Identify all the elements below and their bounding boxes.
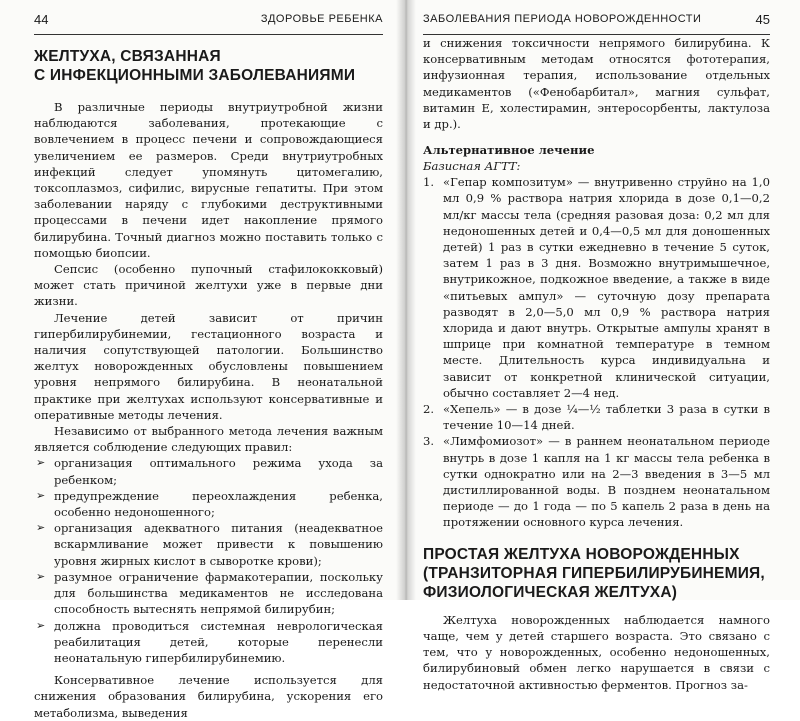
page-number: 44 xyxy=(34,11,49,27)
numbered-list xyxy=(423,174,770,530)
paragraph: Сепсис (особенно пупочный стафилококковый) может стать причиной желтухи уже в первые дни жизни. xyxy=(34,262,383,309)
heading-line: С ИНФЕКЦИОННЫМИ ЗАБОЛЕВАНИЯМИ xyxy=(34,67,356,84)
paragraph: Желтуха новорожденных наблюдается намного чаще, чем у детей старшего возраста. Это связано с тем, что у новорожденных, особенно недоношенных, билирубиновый обмен легко нарушается в связи с недостаточной активностью ферментов. Прогноз за- xyxy=(423,612,770,692)
paragraph: Лечение детей зависит от причин гипербилирубинемии, гестационного возраста и наличия сопутствующей патологии. Большинство желтух новорожденных обусловлены повышением уровня непрямого билирубина. В неонатальной практике при желтухах используют консервативные и оперативные методы лечения. xyxy=(34,310,383,422)
rules-list xyxy=(34,455,383,666)
list-item: ➢ организация адекватного питания (неадекватное вскармливание может привести к повышению уровня жирных кислот в сыворотке крови); xyxy=(34,520,383,569)
section-heading xyxy=(423,545,770,602)
section-heading xyxy=(34,47,383,85)
heading-line: (ТРАНЗИТОРНАЯ ГИПЕРБИЛИРУБИНЕМИЯ, xyxy=(423,564,765,582)
item-text: «Гепар композитум» — внутривенно струйно на 1,0 мл 0,9 % раствора натрия хлорида в дозе 0,1—0,2 мл/кг массы тела (средняя разовая доза: 0,2 мл для недоношенных детей и 0,4—0,5 мл для доношенных детей) 1 раз в сутки ежедневно в течение 5 суток, затем 1 раз в 3 дня. Возможно внутримышечное, внутрикожное, подкожное введение, а также в виде «питьевых ампул» — суточную дозу препарата разводят в 2,0—5,0 мл 0,9 % раствора натрия хлорида и дают внутрь. Открытые ампулы хранят в шприце при комнатной температуре в темном месте. Длительность курса индивидуальна и зависит от конкретной клинической ситуации, обычно составляет 2—4 нед. xyxy=(443,175,770,400)
item-number: 2. xyxy=(423,402,435,417)
item-text: «Хепель» — в дозе ¼—½ таблетки 3 раза в сутки в течение 10—14 дней. xyxy=(443,402,770,433)
list-item xyxy=(423,433,770,530)
list-item xyxy=(423,174,770,401)
list-item: ➢ организация оптимального режима ухода за ребенком; xyxy=(34,455,383,487)
running-head-right xyxy=(423,4,770,35)
page-number: 45 xyxy=(755,11,770,27)
item-number: 1. xyxy=(423,175,435,190)
paragraph: Консервативное лечение используется для снижения образования билирубина, ускорения его метаболизма, выведения xyxy=(34,673,383,720)
running-head-left xyxy=(34,4,383,35)
heading-line: ПРОСТАЯ ЖЕЛТУХА НОВОРОЖДЕННЫХ xyxy=(423,545,740,563)
running-title: ЗДОРОВЬЕ РЕБЕНКА xyxy=(260,13,383,25)
item-text: «Лимфомиозот» — в раннем неонатальном периоде внутрь в дозе 1 капля на 1 кг массы тела ребенка в сутки однократно или на 2—3 введения в 3—5 мл дистиллированной воды. В позднем неонатальном периоде — до 1 года — по 5 капель 2 раза в день на протяжении основного курса лечения. xyxy=(443,434,770,530)
heading-line: ЖЕЛТУХА, СВЯЗАННАЯ xyxy=(34,48,221,65)
subheading-italic: Базисная АГТТ: xyxy=(423,159,521,174)
paragraph: В различные периоды внутриутробной жизни наблюдаются заболевания, протекающие с вовлечением в процесс печени и сопровождающиеся увеличением ее размеров. Среди внутриутробных инфекций следует упомянуть цитомегалию, токсоплазмоз, сифилис, вирусные гепатиты. При этом заболевании наряду с глубокими деструктивными процессами в печени идет накопление прямого билирубина. Точный диагноз можно поставить только с помощью биопсии. xyxy=(34,100,383,260)
list-item xyxy=(423,401,770,433)
right-page xyxy=(405,0,800,692)
list-item: ➢ должна проводиться системная неврологическая реабилитация детей, которые перенесли неонатальную гипербилирубинемию. xyxy=(34,618,383,667)
list-item: ➢ предупреждение переохлаждения ребенка, особенно недоношенного; xyxy=(34,488,383,520)
heading-line: ФИЗИОЛОГИЧЕСКАЯ ЖЕЛТУХА) xyxy=(423,583,678,601)
list-item: ➢ разумное ограничение фармакотерапии, поскольку для большинства медикаментов не исследована способность вытеснять непрямой билирубин; xyxy=(34,569,383,618)
subheading: Альтернативное лечение xyxy=(423,143,595,158)
running-title: ЗАБОЛЕВАНИЯ ПЕРИОДА НОВОРОЖДЕННОСТИ xyxy=(423,13,702,25)
item-number: 3. xyxy=(423,434,435,449)
paragraph: и снижения токсичности непрямого билирубина. К консервативным методам относятся фототерапия, инфузионная терапия, использование отдельных медикаментов («Фенобарбитал», магния сульфат, витамин Е, холестирамин, энтеросорбенты, лактулоза и др.). xyxy=(423,36,770,132)
paragraph: Независимо от выбранного метода лечения важным является соблюдение следующих правил: xyxy=(34,424,383,455)
